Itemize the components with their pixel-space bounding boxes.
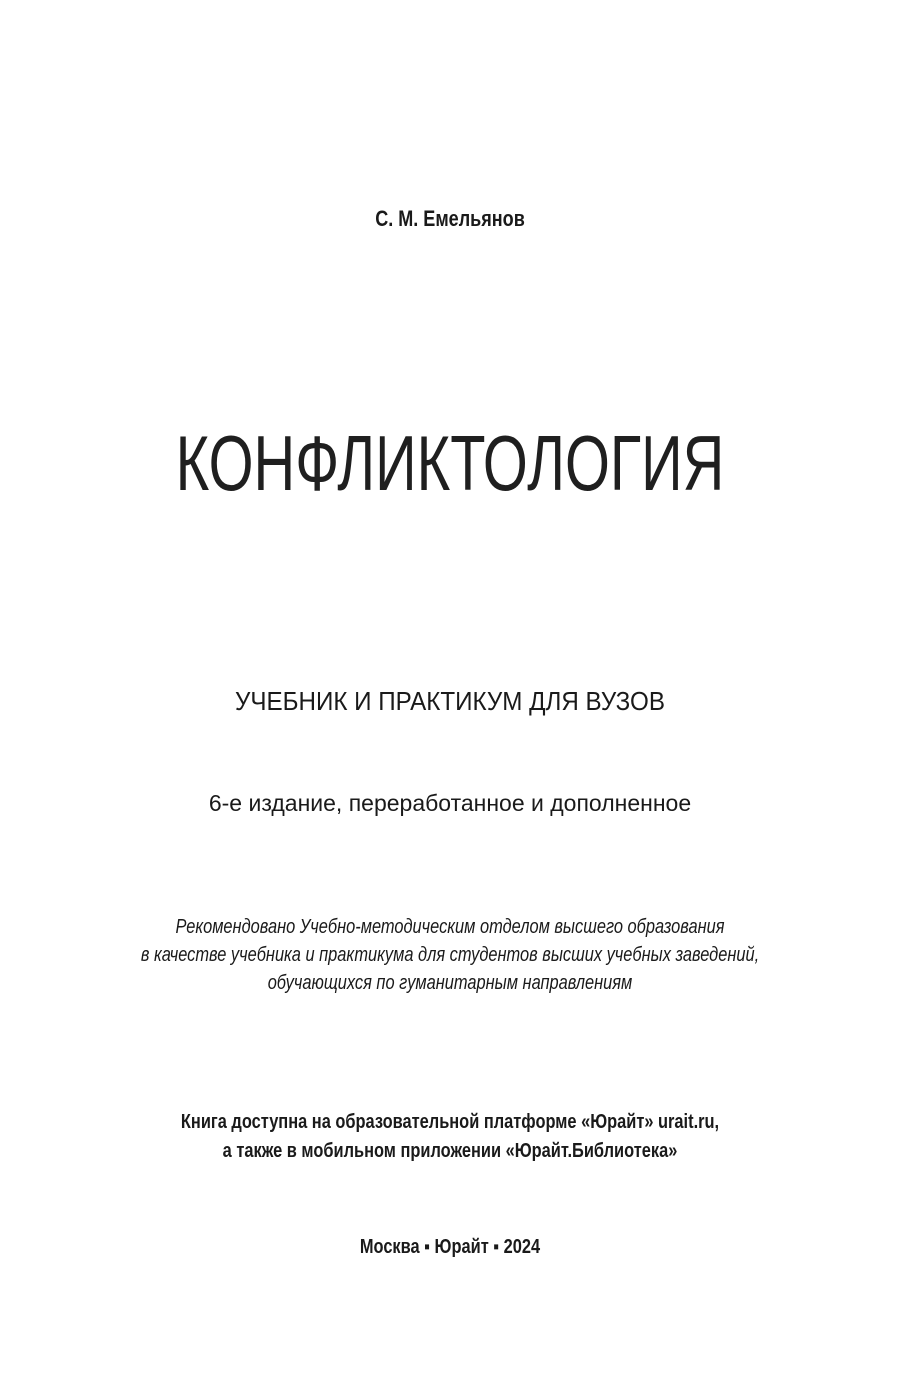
book-title: КОНФЛИКТОЛОГИЯ — [175, 419, 725, 507]
imprint-line: Москва ▪ Юрайт ▪ 2024 — [359, 1236, 541, 1258]
recommendation-line: в качестве учебника и практикума для студентов высших учебных заведений, — [140, 944, 760, 966]
availability-line: а также в мобильном приложении «Юрайт.Библиотека» — [222, 1140, 678, 1162]
edition-note: 6-е издание, переработанное и дополненное — [208, 790, 692, 816]
availability-block — [81, 1108, 819, 1166]
recommendation-line: Рекомендовано Учебно-методическим отделом высшего образования — [175, 916, 725, 938]
availability-line: Книга доступна на образовательной платформе «Юрайт» urait.ru, — [180, 1111, 720, 1133]
recommendation-line: обучающихся по гуманитарным направлениям — [267, 972, 633, 994]
book-subtitle: УЧЕБНИК И ПРАКТИКУМ ДЛЯ ВУЗОВ — [235, 686, 665, 716]
author-name: С. М. Емельянов — [375, 206, 525, 231]
recommendation-block — [81, 913, 819, 997]
